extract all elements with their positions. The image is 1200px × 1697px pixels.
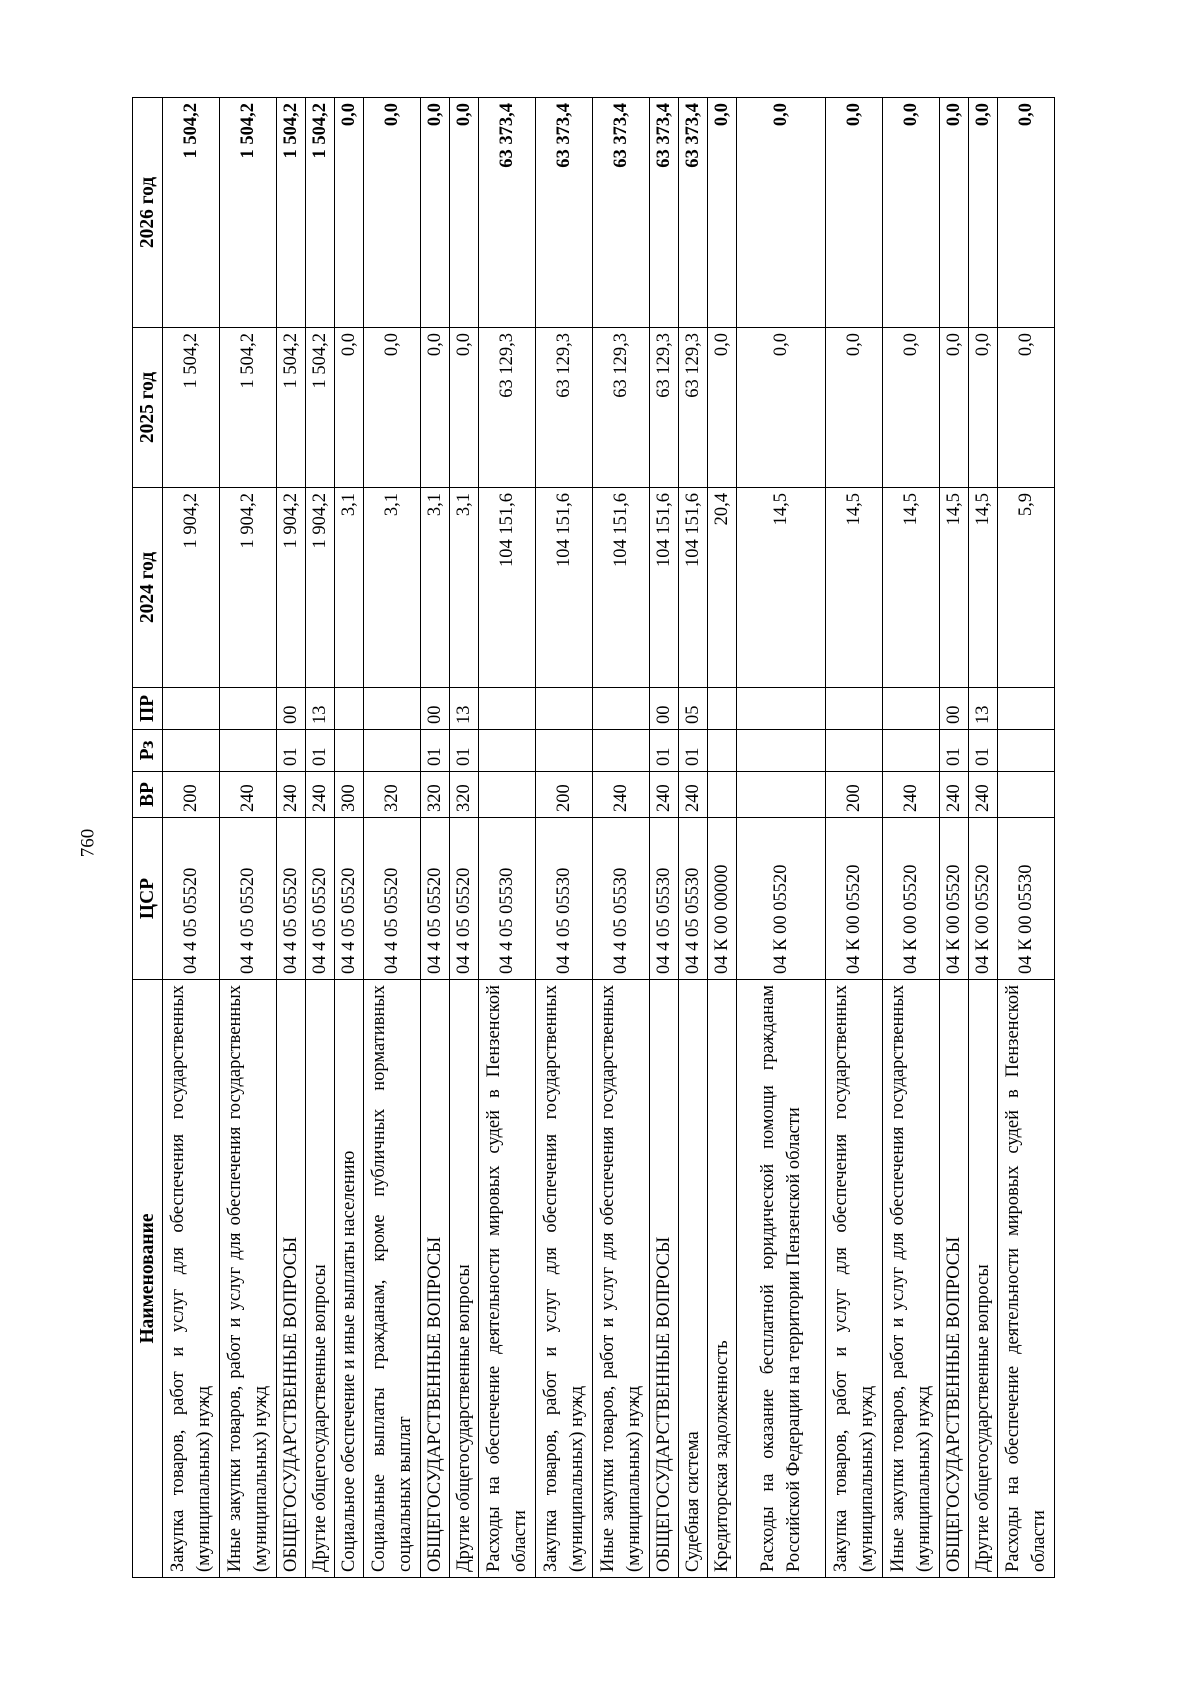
table-row: [882, 98, 939, 1578]
page-number: 760: [77, 828, 99, 858]
cell-rz: 01: [679, 730, 708, 772]
cell-csr: 04 4 05 05520: [306, 818, 335, 980]
cell-pr: [335, 688, 364, 730]
cell-2024: 3,1: [364, 488, 421, 688]
table-row: [997, 98, 1054, 1578]
table-row: [163, 98, 220, 1578]
cell-2025: 1 504,2: [220, 328, 277, 488]
table-row: [650, 98, 679, 1578]
cell-pr: 00: [939, 688, 968, 730]
cell-csr: 04 К 00 05520: [882, 818, 939, 980]
table-row: [450, 98, 479, 1578]
cell-rz: [536, 730, 593, 772]
cell-2025: 1 504,2: [277, 328, 306, 488]
cell-name: ОБЩЕГОСУДАРСТВЕННЫЕ ВОПРОСЫ: [650, 980, 679, 1578]
cell-vr: 240: [882, 772, 939, 818]
cell-2026: 63 373,4: [679, 98, 708, 328]
table-row: [825, 98, 882, 1578]
cell-2026: 1 504,2: [220, 98, 277, 328]
cell-name: Иные закупки товаров, работ и услуг для обеспечения государственных (муниципальных) нужд: [220, 980, 277, 1578]
cell-name: Иные закупки товаров, работ и услуг для обеспечения государственных (муниципальных) нужд: [593, 980, 650, 1578]
cell-2025: 0,0: [450, 328, 479, 488]
cell-vr: 200: [825, 772, 882, 818]
cell-2026: 63 373,4: [593, 98, 650, 328]
cell-csr: 04 4 05 05520: [220, 818, 277, 980]
cell-name: Расходы на оказание бесплатной юридической помощи гражданам Российской Федерации на территории Пензенской области: [737, 980, 825, 1578]
cell-vr: 240: [306, 772, 335, 818]
cell-name: Социальное обеспечение и иные выплаты населению: [335, 980, 364, 1578]
cell-2026: 1 504,2: [306, 98, 335, 328]
cell-vr: 200: [536, 772, 593, 818]
cell-2025: 63 129,3: [479, 328, 536, 488]
header-vr: ВР: [133, 772, 163, 818]
cell-2025: 0,0: [364, 328, 421, 488]
cell-csr: 04 4 05 05530: [650, 818, 679, 980]
header-pr: ПР: [133, 688, 163, 730]
rotated-table-container: [132, 98, 1055, 1578]
cell-rz: 01: [939, 730, 968, 772]
cell-vr: [479, 772, 536, 818]
cell-pr: [825, 688, 882, 730]
cell-name: ОБЩЕГОСУДАРСТВЕННЫЕ ВОПРОСЫ: [277, 980, 306, 1578]
cell-2026: 0,0: [968, 98, 997, 328]
cell-2024: 14,5: [737, 488, 825, 688]
cell-vr: 300: [335, 772, 364, 818]
cell-2024: 3,1: [450, 488, 479, 688]
header-name: Наименование: [133, 980, 163, 1578]
cell-pr: 13: [306, 688, 335, 730]
cell-2024: 14,5: [825, 488, 882, 688]
cell-csr: 04 К 00 00000: [708, 818, 737, 980]
table-row: [679, 98, 708, 1578]
cell-pr: [737, 688, 825, 730]
cell-pr: 00: [650, 688, 679, 730]
cell-2025: 0,0: [997, 328, 1054, 488]
cell-rz: 01: [421, 730, 450, 772]
cell-2024: 104 151,6: [593, 488, 650, 688]
table-header-row: [133, 98, 163, 1578]
cell-2025: 0,0: [708, 328, 737, 488]
cell-pr: [479, 688, 536, 730]
cell-2024: 3,1: [421, 488, 450, 688]
cell-csr: 04 4 05 05520: [421, 818, 450, 980]
cell-rz: [479, 730, 536, 772]
cell-name: Закупка товаров, работ и услуг для обеспечения государственных (муниципальных) нужд: [825, 980, 882, 1578]
cell-2026: 0,0: [825, 98, 882, 328]
cell-pr: 13: [450, 688, 479, 730]
cell-pr: [882, 688, 939, 730]
cell-csr: 04 К 00 05520: [968, 818, 997, 980]
cell-name: Закупка товаров, работ и услуг для обеспечения государственных (муниципальных) нужд: [163, 980, 220, 1578]
cell-2025: 63 129,3: [650, 328, 679, 488]
cell-name: Иные закупки товаров, работ и услуг для обеспечения государственных (муниципальных) нужд: [882, 980, 939, 1578]
cell-2025: 0,0: [825, 328, 882, 488]
cell-2026: 1 504,2: [163, 98, 220, 328]
cell-2026: 63 373,4: [536, 98, 593, 328]
cell-pr: [163, 688, 220, 730]
cell-vr: [737, 772, 825, 818]
cell-name: Расходы на обеспечение деятельности мировых судей в Пензенской области: [997, 980, 1054, 1578]
header-2026: 2026 год: [133, 98, 163, 328]
cell-rz: [708, 730, 737, 772]
cell-pr: 05: [679, 688, 708, 730]
cell-2024: 20,4: [708, 488, 737, 688]
cell-2024: 3,1: [335, 488, 364, 688]
cell-2026: 0,0: [737, 98, 825, 328]
cell-2024: 14,5: [968, 488, 997, 688]
cell-2024: 1 904,2: [277, 488, 306, 688]
cell-rz: [737, 730, 825, 772]
cell-pr: [536, 688, 593, 730]
cell-rz: 01: [450, 730, 479, 772]
cell-csr: 04 К 00 05520: [825, 818, 882, 980]
cell-2024: 104 151,6: [536, 488, 593, 688]
cell-vr: 240: [650, 772, 679, 818]
cell-2024: 1 904,2: [306, 488, 335, 688]
cell-2026: 0,0: [335, 98, 364, 328]
table-row: [277, 98, 306, 1578]
cell-2026: 0,0: [708, 98, 737, 328]
cell-pr: [997, 688, 1054, 730]
cell-name: Судебная система: [679, 980, 708, 1578]
cell-2024: 104 151,6: [479, 488, 536, 688]
table-row: [536, 98, 593, 1578]
cell-rz: 01: [306, 730, 335, 772]
cell-rz: 01: [650, 730, 679, 772]
cell-2026: 0,0: [450, 98, 479, 328]
cell-2024: 104 151,6: [650, 488, 679, 688]
cell-csr: 04 4 05 05520: [450, 818, 479, 980]
cell-2025: 0,0: [882, 328, 939, 488]
cell-2025: 0,0: [968, 328, 997, 488]
cell-csr: 04 4 05 05530: [479, 818, 536, 980]
cell-2025: 1 504,2: [163, 328, 220, 488]
cell-2026: 0,0: [997, 98, 1054, 328]
cell-pr: 13: [968, 688, 997, 730]
cell-name: ОБЩЕГОСУДАРСТВЕННЫЕ ВОПРОСЫ: [421, 980, 450, 1578]
cell-2025: 0,0: [939, 328, 968, 488]
cell-rz: [163, 730, 220, 772]
table-row: [306, 98, 335, 1578]
table-row: [708, 98, 737, 1578]
cell-csr: 04 К 00 05520: [939, 818, 968, 980]
cell-pr: [220, 688, 277, 730]
table-row: [335, 98, 364, 1578]
cell-2025: 0,0: [335, 328, 364, 488]
cell-csr: 04 4 05 05520: [277, 818, 306, 980]
cell-vr: 240: [679, 772, 708, 818]
cell-vr: 240: [968, 772, 997, 818]
budget-table: [132, 97, 1055, 1578]
cell-name: ОБЩЕГОСУДАРСТВЕННЫЕ ВОПРОСЫ: [939, 980, 968, 1578]
cell-vr: [708, 772, 737, 818]
cell-vr: 240: [277, 772, 306, 818]
cell-2025: 0,0: [737, 328, 825, 488]
cell-pr: [708, 688, 737, 730]
cell-2026: 63 373,4: [479, 98, 536, 328]
cell-2026: 0,0: [364, 98, 421, 328]
cell-pr: [364, 688, 421, 730]
table-row: [364, 98, 421, 1578]
cell-vr: 240: [220, 772, 277, 818]
cell-name: Расходы на обеспечение деятельности мировых судей в Пензенской области: [479, 980, 536, 1578]
cell-pr: [593, 688, 650, 730]
cell-name: Другие общегосударственные вопросы: [450, 980, 479, 1578]
cell-rz: [593, 730, 650, 772]
cell-2026: 0,0: [939, 98, 968, 328]
cell-2024: 14,5: [939, 488, 968, 688]
header-rz: Рз: [133, 730, 163, 772]
cell-rz: 01: [968, 730, 997, 772]
table-row: [593, 98, 650, 1578]
cell-2024: 1 904,2: [220, 488, 277, 688]
header-csr: ЦСР: [133, 818, 163, 980]
cell-rz: [882, 730, 939, 772]
cell-csr: 04 К 00 05530: [997, 818, 1054, 980]
cell-vr: 320: [364, 772, 421, 818]
cell-rz: [364, 730, 421, 772]
cell-name: Другие общегосударственные вопросы: [968, 980, 997, 1578]
cell-2024: 14,5: [882, 488, 939, 688]
cell-pr: 00: [277, 688, 306, 730]
cell-csr: 04 К 00 05520: [737, 818, 825, 980]
header-2025: 2025 год: [133, 328, 163, 488]
cell-2026: 0,0: [421, 98, 450, 328]
cell-rz: [220, 730, 277, 772]
cell-2024: 5,9: [997, 488, 1054, 688]
header-2024: 2024 год: [133, 488, 163, 688]
cell-rz: [997, 730, 1054, 772]
cell-csr: 04 4 05 05530: [593, 818, 650, 980]
cell-vr: [997, 772, 1054, 818]
cell-name: Социальные выплаты гражданам, кроме публичных нормативных социальных выплат: [364, 980, 421, 1578]
table-row: [421, 98, 450, 1578]
cell-2025: 1 504,2: [306, 328, 335, 488]
cell-vr: 320: [421, 772, 450, 818]
cell-vr: 240: [939, 772, 968, 818]
cell-2025: 63 129,3: [679, 328, 708, 488]
cell-csr: 04 4 05 05530: [536, 818, 593, 980]
cell-2024: 1 904,2: [163, 488, 220, 688]
cell-2025: 63 129,3: [593, 328, 650, 488]
cell-vr: 240: [593, 772, 650, 818]
cell-csr: 04 4 05 05520: [163, 818, 220, 980]
cell-pr: 00: [421, 688, 450, 730]
table-row: [220, 98, 277, 1578]
cell-csr: 04 4 05 05520: [335, 818, 364, 980]
cell-name: Закупка товаров, работ и услуг для обеспечения государственных (муниципальных) нужд: [536, 980, 593, 1578]
cell-2026: 0,0: [882, 98, 939, 328]
table-row: [968, 98, 997, 1578]
cell-rz: [335, 730, 364, 772]
cell-2026: 1 504,2: [277, 98, 306, 328]
cell-name: Другие общегосударственные вопросы: [306, 980, 335, 1578]
cell-rz: [825, 730, 882, 772]
cell-2025: 0,0: [421, 328, 450, 488]
table-row: [479, 98, 536, 1578]
table-row: [939, 98, 968, 1578]
cell-csr: 04 4 05 05530: [679, 818, 708, 980]
cell-vr: 200: [163, 772, 220, 818]
table-row: [737, 98, 825, 1578]
cell-rz: 01: [277, 730, 306, 772]
cell-name: Кредиторская задолженность: [708, 980, 737, 1578]
cell-vr: 320: [450, 772, 479, 818]
cell-2024: 104 151,6: [679, 488, 708, 688]
cell-2026: 63 373,4: [650, 98, 679, 328]
cell-csr: 04 4 05 05520: [364, 818, 421, 980]
cell-2025: 63 129,3: [536, 328, 593, 488]
